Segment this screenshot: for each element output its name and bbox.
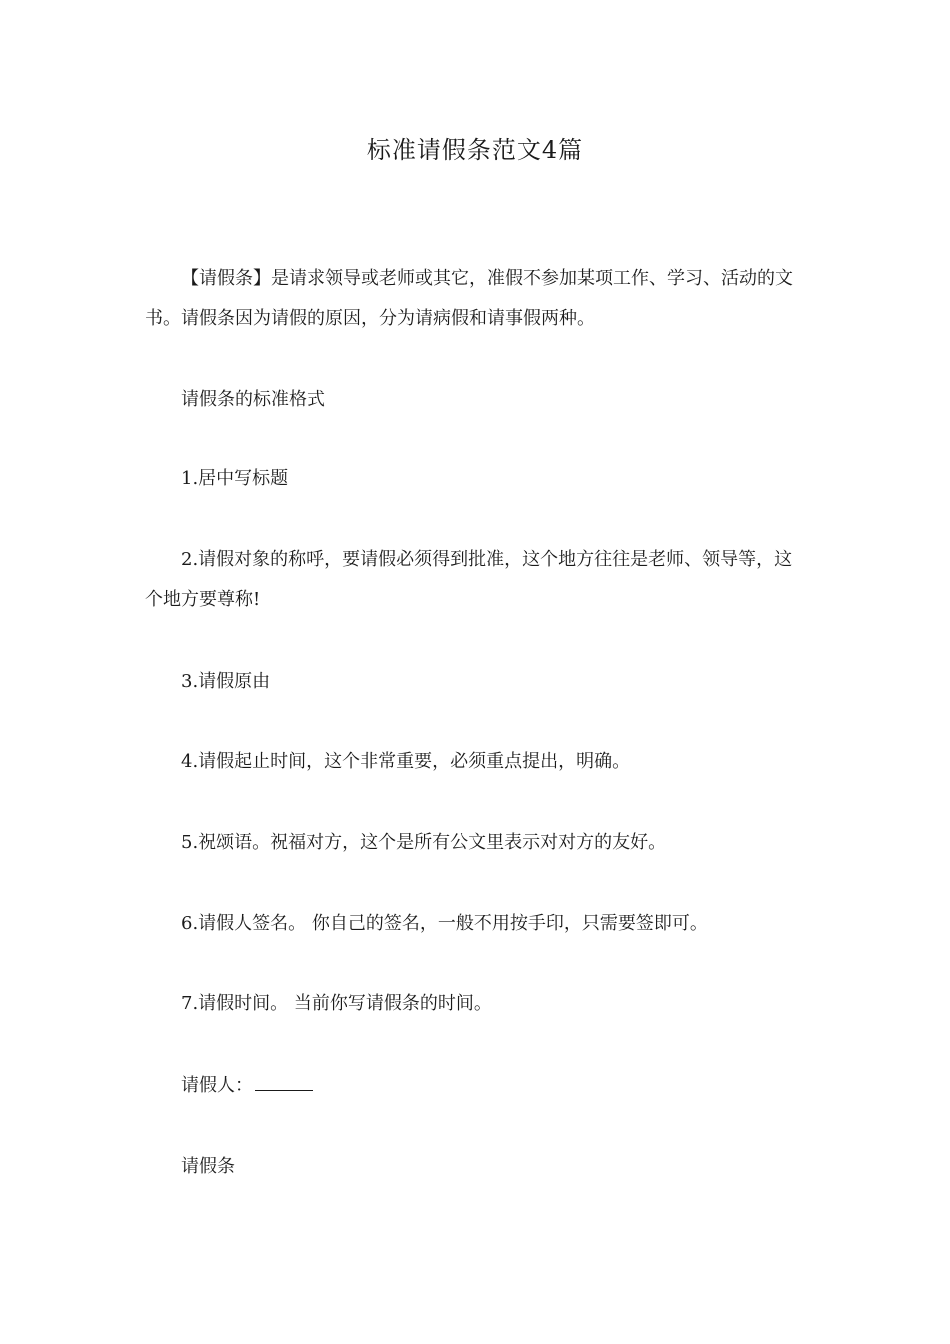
applicant-line [145, 1066, 805, 1106]
intro-paragraph: 【请假条】是请求领导或老师或其它，准假不参加某项工作、学习、活动的文书。请假条因为请假的原因，分为请病假和请事假两种。 [145, 268, 793, 329]
format-item-4: 4.请假起止时间，这个非常重要，必须重点提出，明确。 [181, 751, 631, 772]
format-item-2: 2.请假对象的称呼，要请假必须得到批准，这个地方往往是老师、领导等，这个地方要尊称! [145, 549, 793, 610]
final-heading: 请假条 [181, 1156, 235, 1177]
format-item-1: 1.居中写标题 [181, 468, 289, 489]
document-title: 标准请假条范文4篇 [366, 136, 584, 164]
format-item-6: 6.请假人签名。 你自己的签名，一般不用按手印，只需要签即可。 [181, 913, 708, 934]
applicant-label: 请假人： [181, 1075, 253, 1096]
applicant-blank [255, 1068, 313, 1091]
format-item-7: 7.请假时间。 当前你写请假条的时间。 [181, 993, 492, 1014]
format-heading: 请假条的标准格式 [181, 389, 325, 410]
format-item-5: 5.祝颂语。祝福对方，这个是所有公文里表示对对方的友好。 [181, 832, 667, 853]
format-item-3: 3.请假原由 [181, 671, 271, 692]
